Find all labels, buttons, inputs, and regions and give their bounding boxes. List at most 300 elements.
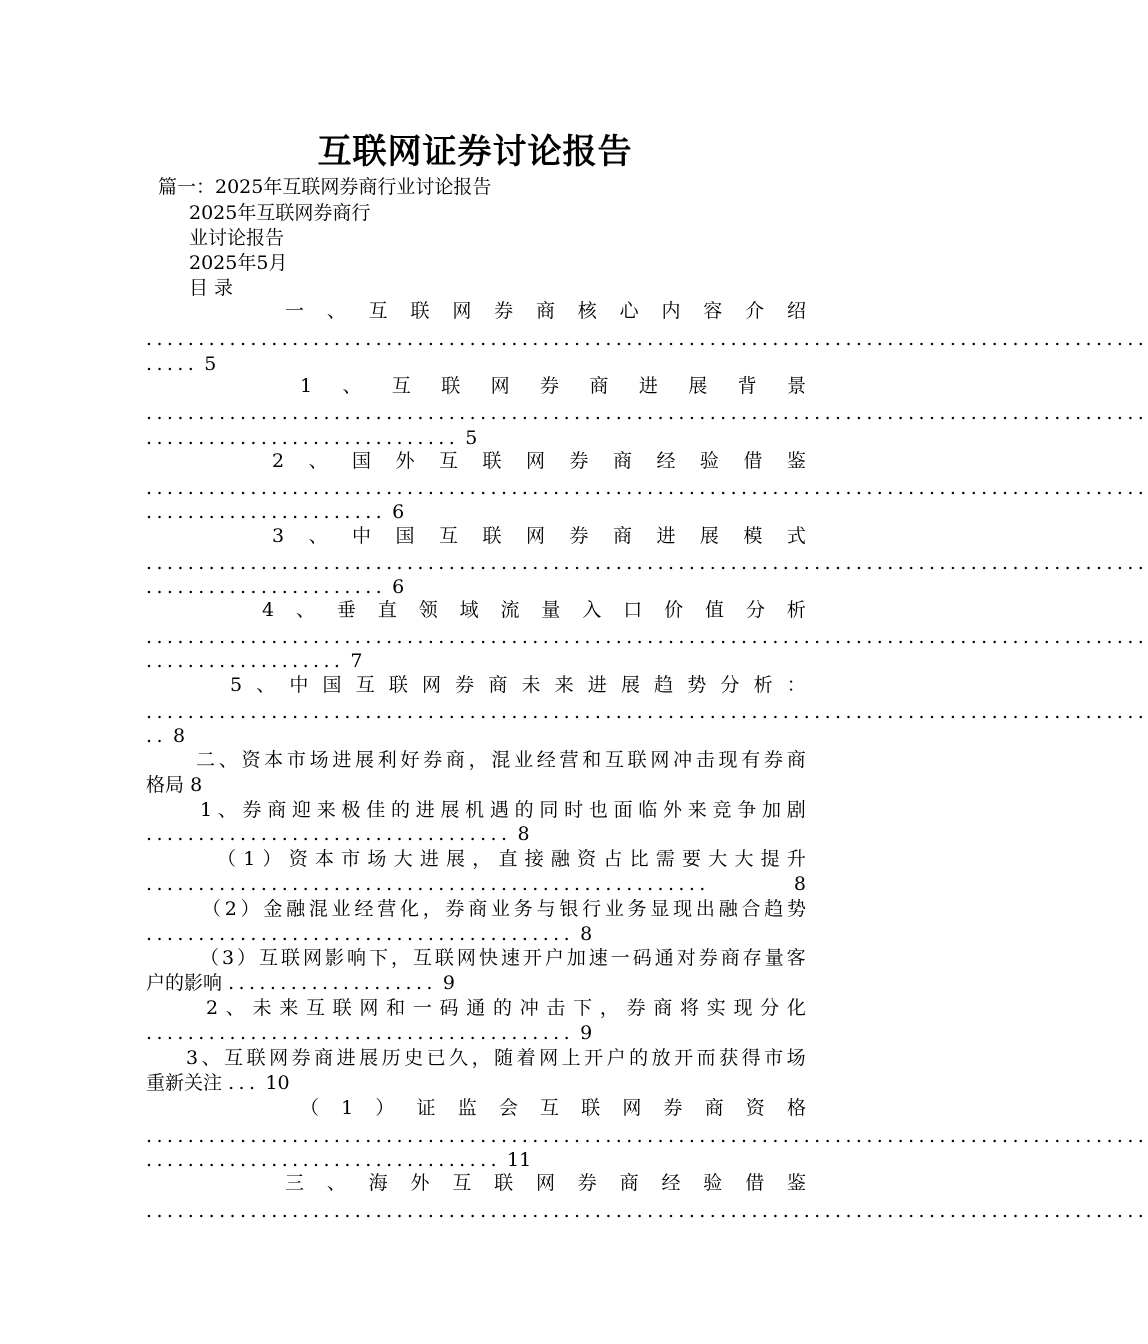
toc-title-char: 速 <box>500 947 520 969</box>
toc-entry-title <box>196 748 806 772</box>
toc-title-char: 和 <box>386 997 406 1019</box>
toc-title-char: 商 <box>488 674 508 696</box>
toc-title-char: 分 <box>760 997 780 1019</box>
toc-title-char: 三 <box>285 1172 305 1194</box>
toc-title-char: 网 <box>539 1047 559 1069</box>
toc-title-char: 现 <box>673 898 693 920</box>
toc-title-char: 营 <box>377 898 397 920</box>
toc-title-char: 进 <box>638 375 658 397</box>
toc-title-char: 市 <box>286 749 306 771</box>
toc-title-char: 网 <box>456 947 476 969</box>
toc-title-char: 资 <box>577 848 597 870</box>
toc-title-char: ， <box>599 997 619 1019</box>
toc-title-char: 冲 <box>519 997 539 1019</box>
toc-title-char: 内 <box>661 300 681 322</box>
toc-title-char: 券 <box>423 749 443 771</box>
toc-title-char: 券 <box>577 1172 597 1194</box>
toc-title-char: 直 <box>377 599 397 621</box>
toc-entry-page: 户的影响 .................... 9 <box>146 972 455 994</box>
toc-title-char: 码 <box>632 947 652 969</box>
toc-title-char: 券 <box>698 947 718 969</box>
toc-title-char: 、 <box>225 997 245 1019</box>
toc-title-char: 需 <box>655 848 675 870</box>
toc-title-char: 、 <box>201 1047 221 1069</box>
toc-title-char: 开 <box>584 1047 604 1069</box>
toc-title-char: 势 <box>687 674 707 696</box>
toc-title-char: 联 <box>482 525 502 547</box>
toc-title-char: 客 <box>786 947 806 969</box>
toc-title-char: 互 <box>540 1097 560 1119</box>
toc-title-char: 模 <box>743 525 763 547</box>
toc-title-char: 要 <box>682 848 702 870</box>
toc-title-char: 监 <box>457 1097 477 1119</box>
toc-title-char: ） <box>375 1097 395 1119</box>
toc-title-char: 垂 <box>336 599 356 621</box>
toc-entry-title <box>300 1096 806 1120</box>
toc-title-char: 与 <box>536 898 556 920</box>
toc-title-char: 、 <box>295 599 315 621</box>
toc-title-char: 通 <box>654 947 674 969</box>
toc-title-char: 互 <box>439 525 459 547</box>
toc-title-char: 心 <box>619 300 639 322</box>
toc-title-char: 下 <box>573 997 593 1019</box>
toc-entry-page: ...................................................... 8 <box>146 873 806 895</box>
toc-title-char: 券 <box>663 1097 683 1119</box>
toc-title-char: 历 <box>381 1047 401 1069</box>
toc-title-char: 量 <box>541 599 561 621</box>
toc-title-char: 展 <box>699 525 719 547</box>
toc-title-char: 商 <box>535 300 555 322</box>
toc-leader-dots: ................................................................................................ <box>146 626 1148 648</box>
toc-title-char: 一 <box>610 947 630 969</box>
toc-entry-page: .............................. 5 <box>146 427 478 449</box>
toc-title-char: 展 <box>446 848 466 870</box>
toc-title-char: 融 <box>718 898 738 920</box>
toc-title-char: 化 <box>399 898 419 920</box>
toc-title-char: 资 <box>288 848 308 870</box>
toc-title-char: 出 <box>695 898 715 920</box>
toc-title-char: 也 <box>588 799 608 821</box>
toc-title-char: 响 <box>346 947 366 969</box>
toc-title-char: 券 <box>763 749 783 771</box>
toc-title-char: 来 <box>316 799 336 821</box>
toc-title-char: 进 <box>656 525 676 547</box>
toc-title-char: 极 <box>341 799 361 821</box>
toc-title-char: 3 <box>186 1047 199 1069</box>
toc-title-char: 面 <box>613 799 633 821</box>
toc-title-char: 化 <box>786 997 806 1019</box>
toc-title-char: 经 <box>661 1172 681 1194</box>
toc-title-char: 分 <box>720 674 740 696</box>
toc-entry-page: ......................................... 9 <box>146 1022 593 1044</box>
toc-title-char: 中 <box>352 525 372 547</box>
toc-title-char: 互 <box>259 947 279 969</box>
toc-title-char: 随 <box>494 1047 514 1069</box>
toc-title-char: 口 <box>623 599 643 621</box>
toc-title-char: 券 <box>494 300 514 322</box>
toc-title-char: 业 <box>604 898 624 920</box>
report-date: 2025年5月 <box>189 252 288 274</box>
toc-title-char: 升 <box>786 848 806 870</box>
toc-title-char: 2 <box>206 997 219 1019</box>
toc-title-char: ： <box>786 674 806 696</box>
toc-title-char: 显 <box>650 898 670 920</box>
toc-title-char: 联 <box>332 997 352 1019</box>
toc-title-char: ， <box>390 947 410 969</box>
cover-title-line-1: 2025年互联网券商行 <box>189 202 371 224</box>
toc-title-char: （ <box>300 1097 320 1119</box>
toc-title-char: 3 <box>272 525 285 547</box>
toc-title-char: 联 <box>281 947 301 969</box>
toc-title-char: 占 <box>603 848 623 870</box>
toc-title-char: 进 <box>336 1047 356 1069</box>
toc-heading: 目 录 <box>189 277 234 299</box>
toc-title-char: 1 <box>200 799 213 821</box>
toc-title-char: 商 <box>267 799 287 821</box>
toc-title-char: 商 <box>589 375 609 397</box>
toc-title-char: 本 <box>264 749 284 771</box>
toc-title-char: 值 <box>705 599 725 621</box>
toc-title-char: 放 <box>651 1047 671 1069</box>
toc-title-char: 析 <box>753 674 773 696</box>
toc-title-char: 混 <box>308 898 328 920</box>
toc-title-char: 而 <box>696 1047 716 1069</box>
toc-title-char: 击 <box>695 749 715 771</box>
toc-title-char: 景 <box>786 375 806 397</box>
toc-title-char: 来 <box>279 997 299 1019</box>
toc-title-char: 融 <box>286 898 306 920</box>
toc-title-char: 一 <box>285 300 305 322</box>
toc-title-char: 券 <box>242 799 262 821</box>
toc-title-char: 商 <box>445 749 465 771</box>
toc-title-char: 竞 <box>712 799 732 821</box>
toc-title-char: 户 <box>544 947 564 969</box>
toc-title-char: 3 <box>221 947 235 969</box>
toc-title-char: 速 <box>588 947 608 969</box>
toc-title-char: 二 <box>196 749 216 771</box>
toc-title-char: 已 <box>426 1047 446 1069</box>
toc-title-char: 、 <box>326 1172 346 1194</box>
toc-title-char: 、 <box>308 525 328 547</box>
toc-title-char: 的 <box>390 799 410 821</box>
toc-title-char: 现 <box>733 997 753 1019</box>
toc-title-char: 流 <box>500 599 520 621</box>
toc-title-char: 存 <box>742 947 762 969</box>
toc-title-char: 务 <box>513 898 533 920</box>
toc-title-char: 网 <box>535 1172 555 1194</box>
toc-title-char: 场 <box>309 749 329 771</box>
toc-title-char: 经 <box>536 749 556 771</box>
toc-title-char: 来 <box>554 674 574 696</box>
toc-title-char: ） <box>237 947 257 969</box>
toc-title-char: 时 <box>564 799 584 821</box>
toc-title-char: 联 <box>246 1047 266 1069</box>
toc-entry-page: .................................. 11 <box>146 1149 532 1171</box>
toc-title-char: 析 <box>786 599 806 621</box>
toc-title-char: ， <box>472 848 492 870</box>
toc-title-char: 联 <box>581 1097 601 1119</box>
toc-title-char: 开 <box>674 1047 694 1069</box>
toc-title-char: 剧 <box>786 799 806 821</box>
toc-title-char: 势 <box>786 898 806 920</box>
toc-title-char: 入 <box>582 599 602 621</box>
toc-title-char: 网 <box>622 1097 642 1119</box>
toc-title-char: 、 <box>217 799 237 821</box>
toc-title-char: 互 <box>604 749 624 771</box>
toc-leader-dots: ................................................................................................ <box>146 477 1148 499</box>
toc-leader-dots: ................................................................................................ <box>146 1200 1148 1222</box>
toc-title-char: 趋 <box>654 674 674 696</box>
toc-title-char: 场 <box>367 848 387 870</box>
toc-title-char: 国 <box>352 450 372 472</box>
toc-entry-title <box>206 996 806 1020</box>
toc-title-char: 中 <box>289 674 309 696</box>
toc-title-char: 迎 <box>292 799 312 821</box>
toc-title-char: 网 <box>650 749 670 771</box>
toc-title-char: 证 <box>416 1097 436 1119</box>
toc-title-char: 式 <box>786 525 806 547</box>
toc-title-char: 海 <box>368 1172 388 1194</box>
toc-title-char: 久 <box>449 1047 469 1069</box>
toc-entry-title <box>202 897 806 921</box>
toc-title-char: 鉴 <box>786 1172 806 1194</box>
toc-title-char: 接 <box>524 848 544 870</box>
toc-title-char: 联 <box>627 749 647 771</box>
toc-entry-title <box>285 299 806 323</box>
toc-title-char: 、 <box>342 375 362 397</box>
toc-title-char: 一 <box>412 997 432 1019</box>
toc-title-char: ， <box>471 1047 491 1069</box>
toc-entry-title <box>272 524 806 548</box>
toc-title-char: 联 <box>410 300 430 322</box>
toc-title-char: 联 <box>388 674 408 696</box>
chapter-heading: 篇一：2025年互联网券商行业讨论报告 <box>158 176 492 198</box>
toc-title-char: 展 <box>440 799 460 821</box>
toc-title-char: 5 <box>230 674 243 696</box>
toc-title-char: 大 <box>393 848 413 870</box>
toc-title-char: 券 <box>626 997 646 1019</box>
toc-title-char: 上 <box>561 1047 581 1069</box>
toc-title-char: 外 <box>410 1172 430 1194</box>
toc-title-char: 券 <box>540 375 560 397</box>
toc-title-char: 商 <box>314 1047 334 1069</box>
toc-title-char: 场 <box>786 1047 806 1069</box>
toc-title-char: 来 <box>687 799 707 821</box>
toc-entry-title <box>200 946 806 970</box>
toc-title-char: 验 <box>703 1172 723 1194</box>
toc-title-char: 券 <box>455 674 475 696</box>
toc-title-char: 的 <box>514 799 534 821</box>
toc-title-char: 领 <box>418 599 438 621</box>
toc-title-char: 展 <box>359 1047 379 1069</box>
toc-title-char: 域 <box>459 599 479 621</box>
toc-entry-page: ..... 5 <box>146 353 217 375</box>
toc-title-char: 快 <box>478 947 498 969</box>
toc-title-char: 比 <box>629 848 649 870</box>
toc-title-char: 银 <box>559 898 579 920</box>
toc-entry-page: .. 8 <box>146 725 186 747</box>
toc-title-char: 展 <box>688 375 708 397</box>
toc-entry-title <box>272 449 806 473</box>
toc-title-char: 券 <box>445 898 465 920</box>
toc-title-char: 的 <box>629 1047 649 1069</box>
toc-title-char: 国 <box>322 674 342 696</box>
toc-leader-dots: ................................................................................................ <box>146 402 1148 424</box>
toc-title-char: 行 <box>582 898 602 920</box>
toc-title-char: ， <box>468 749 488 771</box>
toc-title-char: 格 <box>786 1097 806 1119</box>
toc-title-char: 网 <box>525 450 545 472</box>
toc-title-char: 加 <box>761 799 781 821</box>
toc-title-char: ） <box>262 848 282 870</box>
toc-title-char: 业 <box>514 749 534 771</box>
toc-title-char: 户 <box>606 1047 626 1069</box>
toc-title-char: 同 <box>539 799 559 821</box>
toc-title-char: 、 <box>308 450 328 472</box>
toc-leader-dots: ................................................................................................ <box>146 1125 1148 1147</box>
toc-entry-page: ................... 7 <box>146 650 363 672</box>
toc-title-char: 务 <box>627 898 647 920</box>
toc-title-char: 码 <box>439 997 459 1019</box>
toc-title-char: 互 <box>452 1172 472 1194</box>
toc-title-char: 融 <box>550 848 570 870</box>
toc-title-char: 商 <box>653 997 673 1019</box>
toc-title-char: 背 <box>737 375 757 397</box>
document-title: 互联网证券讨论报告 <box>317 132 633 172</box>
toc-title-char: 4 <box>262 599 275 621</box>
toc-title-char: 量 <box>764 947 784 969</box>
toc-title-char: 网 <box>269 1047 289 1069</box>
toc-entry-page: 格局 8 <box>146 774 203 796</box>
toc-title-char: 券 <box>291 1047 311 1069</box>
toc-title-char: 好 <box>400 749 420 771</box>
toc-title-char: 业 <box>491 898 511 920</box>
toc-title-char: 互 <box>368 300 388 322</box>
toc-title-char: 外 <box>395 450 415 472</box>
toc-title-char: 联 <box>434 947 454 969</box>
toc-title-char: 网 <box>359 997 379 1019</box>
toc-entry-title <box>200 798 806 822</box>
toc-title-char: 业 <box>331 898 351 920</box>
toc-title-char: 商 <box>720 947 740 969</box>
toc-leader-dots: ................................................................................................ <box>146 328 1148 350</box>
toc-title-char: 互 <box>305 997 325 1019</box>
toc-title-char: 互 <box>391 375 411 397</box>
toc-entry-page: ....................... 6 <box>146 501 405 523</box>
toc-leader-dots: ................................................................................................ <box>146 552 1148 574</box>
toc-title-char: 对 <box>676 947 696 969</box>
toc-title-char: 联 <box>441 375 461 397</box>
toc-title-char: 经 <box>354 898 374 920</box>
toc-title-char: 外 <box>663 799 683 821</box>
toc-entry-page: ................................... 8 <box>146 823 530 845</box>
toc-title-char: 资 <box>241 749 261 771</box>
toc-title-char: 券 <box>569 450 589 472</box>
toc-title-char: （ <box>202 898 222 920</box>
toc-title-char: 得 <box>741 1047 761 1069</box>
toc-title-char: 容 <box>703 300 723 322</box>
toc-title-char: 、 <box>256 674 276 696</box>
toc-title-char: 市 <box>341 848 361 870</box>
toc-title-char: 影 <box>324 947 344 969</box>
toc-title-char: 佳 <box>366 799 386 821</box>
toc-title-char: 鉴 <box>786 450 806 472</box>
toc-title-char: 开 <box>522 947 542 969</box>
toc-title-char: 进 <box>587 674 607 696</box>
toc-title-char: 商 <box>612 450 632 472</box>
toc-title-char: 借 <box>745 1172 765 1194</box>
toc-title-char: 1 <box>243 848 256 870</box>
toc-title-char: 合 <box>741 898 761 920</box>
toc-title-char: 网 <box>303 947 323 969</box>
toc-title-char: 网 <box>422 674 442 696</box>
toc-title-char: 联 <box>482 450 502 472</box>
toc-title-char: 下 <box>368 947 388 969</box>
toc-entry-title <box>217 847 806 871</box>
toc-title-char: 商 <box>612 525 632 547</box>
toc-title-char: 冲 <box>673 749 693 771</box>
toc-title-char: 券 <box>569 525 589 547</box>
toc-title-char: 直 <box>498 848 518 870</box>
toc-title-char: 临 <box>638 799 658 821</box>
toc-title-char: 展 <box>620 674 640 696</box>
toc-title-char: 着 <box>516 1047 536 1069</box>
toc-title-char: （ <box>200 947 220 969</box>
toc-title-char: 验 <box>699 450 719 472</box>
toc-title-char: 借 <box>743 450 763 472</box>
toc-title-char: 营 <box>559 749 579 771</box>
toc-entry-title <box>230 673 806 697</box>
toc-title-char: 介 <box>745 300 765 322</box>
toc-title-char: 争 <box>737 799 757 821</box>
toc-title-char: 互 <box>224 1047 244 1069</box>
toc-entry-title <box>285 1171 806 1195</box>
toc-title-char: 2 <box>272 450 285 472</box>
toc-title-char: 遇 <box>489 799 509 821</box>
toc-title-char: ） <box>240 898 260 920</box>
toc-title-char: 网 <box>452 300 472 322</box>
toc-title-char: 互 <box>355 674 375 696</box>
toc-title-char: 获 <box>719 1047 739 1069</box>
toc-title-char: 网 <box>525 525 545 547</box>
toc-title-char: 互 <box>439 450 459 472</box>
toc-title-char: 市 <box>764 1047 784 1069</box>
toc-title-char: 会 <box>498 1097 518 1119</box>
toc-title-char: 史 <box>404 1047 424 1069</box>
toc-title-char: （ <box>217 848 237 870</box>
toc-title-char: 1 <box>341 1097 354 1119</box>
toc-title-char: 资 <box>745 1097 765 1119</box>
toc-title-char: 分 <box>745 599 765 621</box>
toc-title-char: 经 <box>656 450 676 472</box>
toc-leader-dots: ................................................................................................ <box>146 701 1148 723</box>
cover-title-line-2: 业讨论报告 <box>189 227 285 249</box>
toc-title-char: 、 <box>326 300 346 322</box>
toc-title-char: 核 <box>577 300 597 322</box>
toc-title-char: 网 <box>490 375 510 397</box>
toc-title-char: 现 <box>718 749 738 771</box>
toc-title-char: 进 <box>332 749 352 771</box>
toc-entry-page: 重新关注 ... 10 <box>146 1072 290 1094</box>
toc-title-char: 提 <box>760 848 780 870</box>
toc-title-char: 的 <box>492 997 512 1019</box>
toc-entry-title <box>300 374 806 398</box>
toc-title-char: 有 <box>741 749 761 771</box>
toc-title-char: 互 <box>412 947 432 969</box>
toc-entry-page: ......................................... 8 <box>146 923 593 945</box>
toc-title-char: 大 <box>734 848 754 870</box>
toc-title-char: 进 <box>419 848 439 870</box>
